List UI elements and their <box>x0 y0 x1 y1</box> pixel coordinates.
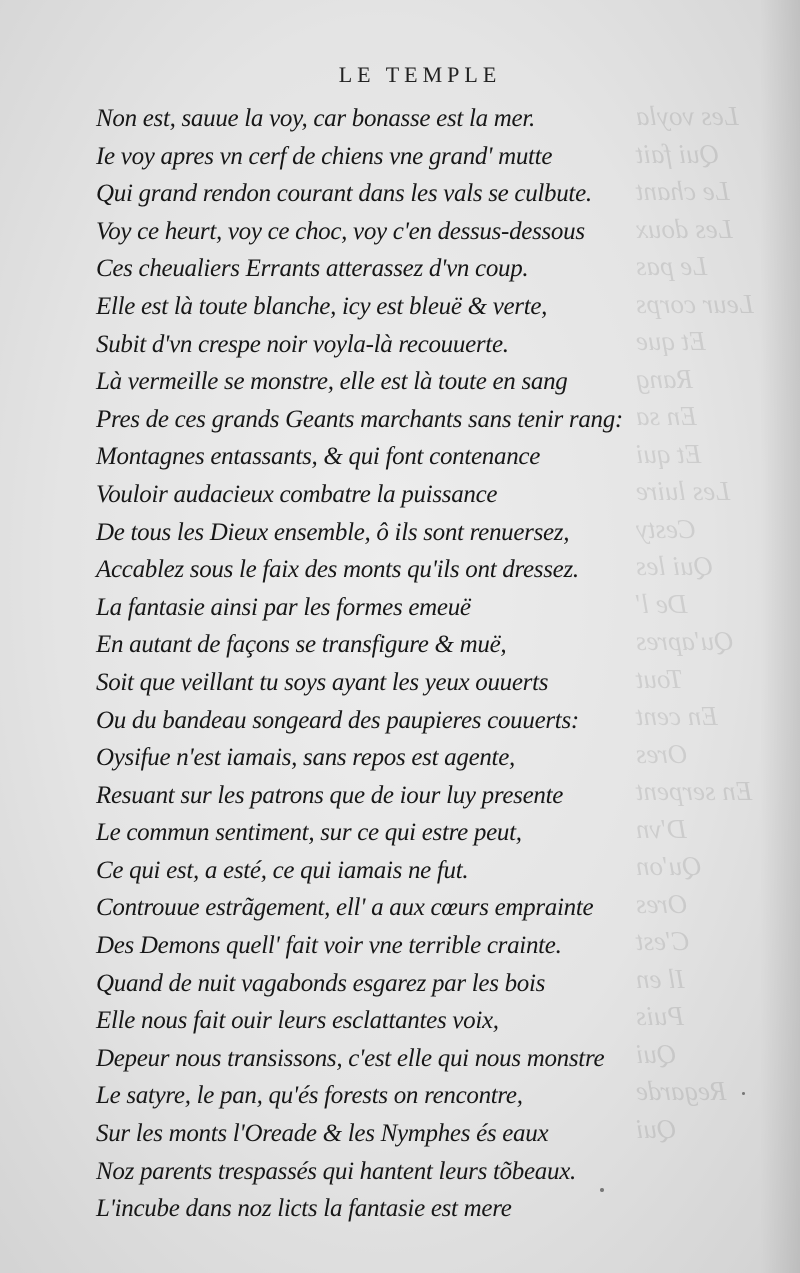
verse-line: Qui grand rendon courant dans les vals se culbute. <box>96 180 592 208</box>
running-head: LE TEMPLE <box>338 62 502 87</box>
verse-line: Sur les monts l'Oreade & les Nymphes és eaux <box>96 1120 549 1148</box>
ink-speck <box>600 1188 604 1192</box>
verse-line: Non est, sauue la voy, car bonasse est la mer. <box>96 105 535 132</box>
verse-line: Ces cheualiers Errants atterassez d'vn coup. <box>96 255 529 283</box>
show-through-line: Qu'on <box>636 851 702 881</box>
verse-line: Là vermeille se monstre, elle est là toute en sang <box>96 368 568 396</box>
show-through-line: En serpent <box>636 776 753 806</box>
verse-line: En autant de façons se transfigure & muë, <box>96 631 507 659</box>
show-through-line: De l' <box>636 588 688 619</box>
verse-line: Controuue estrãgement, ell' a aux cœurs emprainte <box>96 894 594 922</box>
verse-line: Noz parents trespassés qui hantent leurs tõbeaux. <box>96 1157 576 1185</box>
verso-show-through <box>632 98 800 1158</box>
show-through-line: Les luire <box>636 476 731 506</box>
verse-line: Le satyre, le pan, qu'és forests on rencontre, <box>96 1082 523 1110</box>
verse-line: Resuant sur les patrons que de iour luy presente <box>96 781 564 809</box>
verse-line: Soit que veillant tu soys ayant les yeux ouuerts <box>96 668 549 696</box>
ink-speck <box>742 1092 745 1095</box>
verse-line: De tous les Dieux ensemble, ô ils sont renuersez, <box>96 518 570 546</box>
show-through-line: Et que <box>636 326 706 356</box>
page-edge-shadow <box>760 0 800 1273</box>
verse-line: L'incube dans noz licts la fantasie est mere <box>96 1195 512 1223</box>
verse-line: Elle est là toute blanche, icy est bleuë & verte, <box>96 292 548 320</box>
verse-line: Vouloir audacieux combatre la puissance <box>96 480 498 508</box>
show-through-line: Qui <box>636 1038 677 1069</box>
show-through-line: Puis <box>636 1001 685 1031</box>
show-through-line: D'vn <box>636 813 687 844</box>
verse-line: Elle nous fait ouir leurs esclattantes voix, <box>96 1007 499 1035</box>
verse-line: Des Demons quell' fait voir vne terrible crainte. <box>96 932 562 960</box>
show-through-line: Rang <box>636 363 693 394</box>
show-through-line: Leur corps <box>636 288 754 319</box>
verse-line: Ou du bandeau songeard des paupieres couuerts: <box>96 706 579 734</box>
verse-line: Ie voy apres vn cerf de chiens vne grand' mutte <box>96 142 553 170</box>
verse-line: Le commun sentiment, sur ce qui estre peut, <box>96 819 522 847</box>
show-through-line: Qui fait <box>636 138 720 169</box>
verse-line: Voy ce heurt, voy ce choc, voy c'en dessus-dessous <box>96 217 585 245</box>
show-through-line: Cesty <box>636 513 696 544</box>
verse-line: Pres de ces grands Geants marchants sans tenir rang: <box>96 405 623 433</box>
show-through-line: En cent <box>636 701 718 731</box>
verse-line: La fantasie ainsi par les formes emeuë <box>96 593 471 621</box>
show-through-line: Et qui <box>636 438 702 469</box>
show-through-line: Le pas <box>636 251 708 281</box>
show-through-line: En sa <box>636 401 697 431</box>
show-through-line: Les doux <box>636 213 733 244</box>
show-through-line: Qui <box>636 1113 677 1144</box>
verse-line: Ce qui est, a esté, ce qui iamais ne fut. <box>96 856 469 884</box>
verse-line: Quand de nuit vagabonds esgarez par les bois <box>96 969 546 997</box>
verse-line: Depeur nous transissons, c'est elle qui nous monstre <box>96 1044 605 1072</box>
show-through-line: Regarde <box>636 1076 727 1106</box>
verse-line: Subit d'vn crespe noir voyla-là recouuerte. <box>96 330 509 358</box>
show-through-line: Il en <box>636 963 685 994</box>
show-through-line: Tout <box>636 663 684 694</box>
show-through-line: C'est <box>636 926 690 956</box>
show-through-line: Le chant <box>636 176 730 206</box>
show-through-line: Qui les <box>636 551 714 581</box>
show-through-line: Ores <box>636 888 688 919</box>
verse-line: Accablez sous le faix des monts qu'ils ont dressez. <box>96 556 579 584</box>
verse-line: Montagnes entassants, & qui font contenance <box>96 443 540 471</box>
show-through-line: Ores <box>636 738 688 769</box>
verse-line: Oysifue n'est iamais, sans repos est agente, <box>96 744 515 772</box>
show-through-line: Qu'apres <box>636 626 734 656</box>
show-through-line: Les voyla <box>636 101 739 131</box>
poem-text <box>96 100 656 1228</box>
